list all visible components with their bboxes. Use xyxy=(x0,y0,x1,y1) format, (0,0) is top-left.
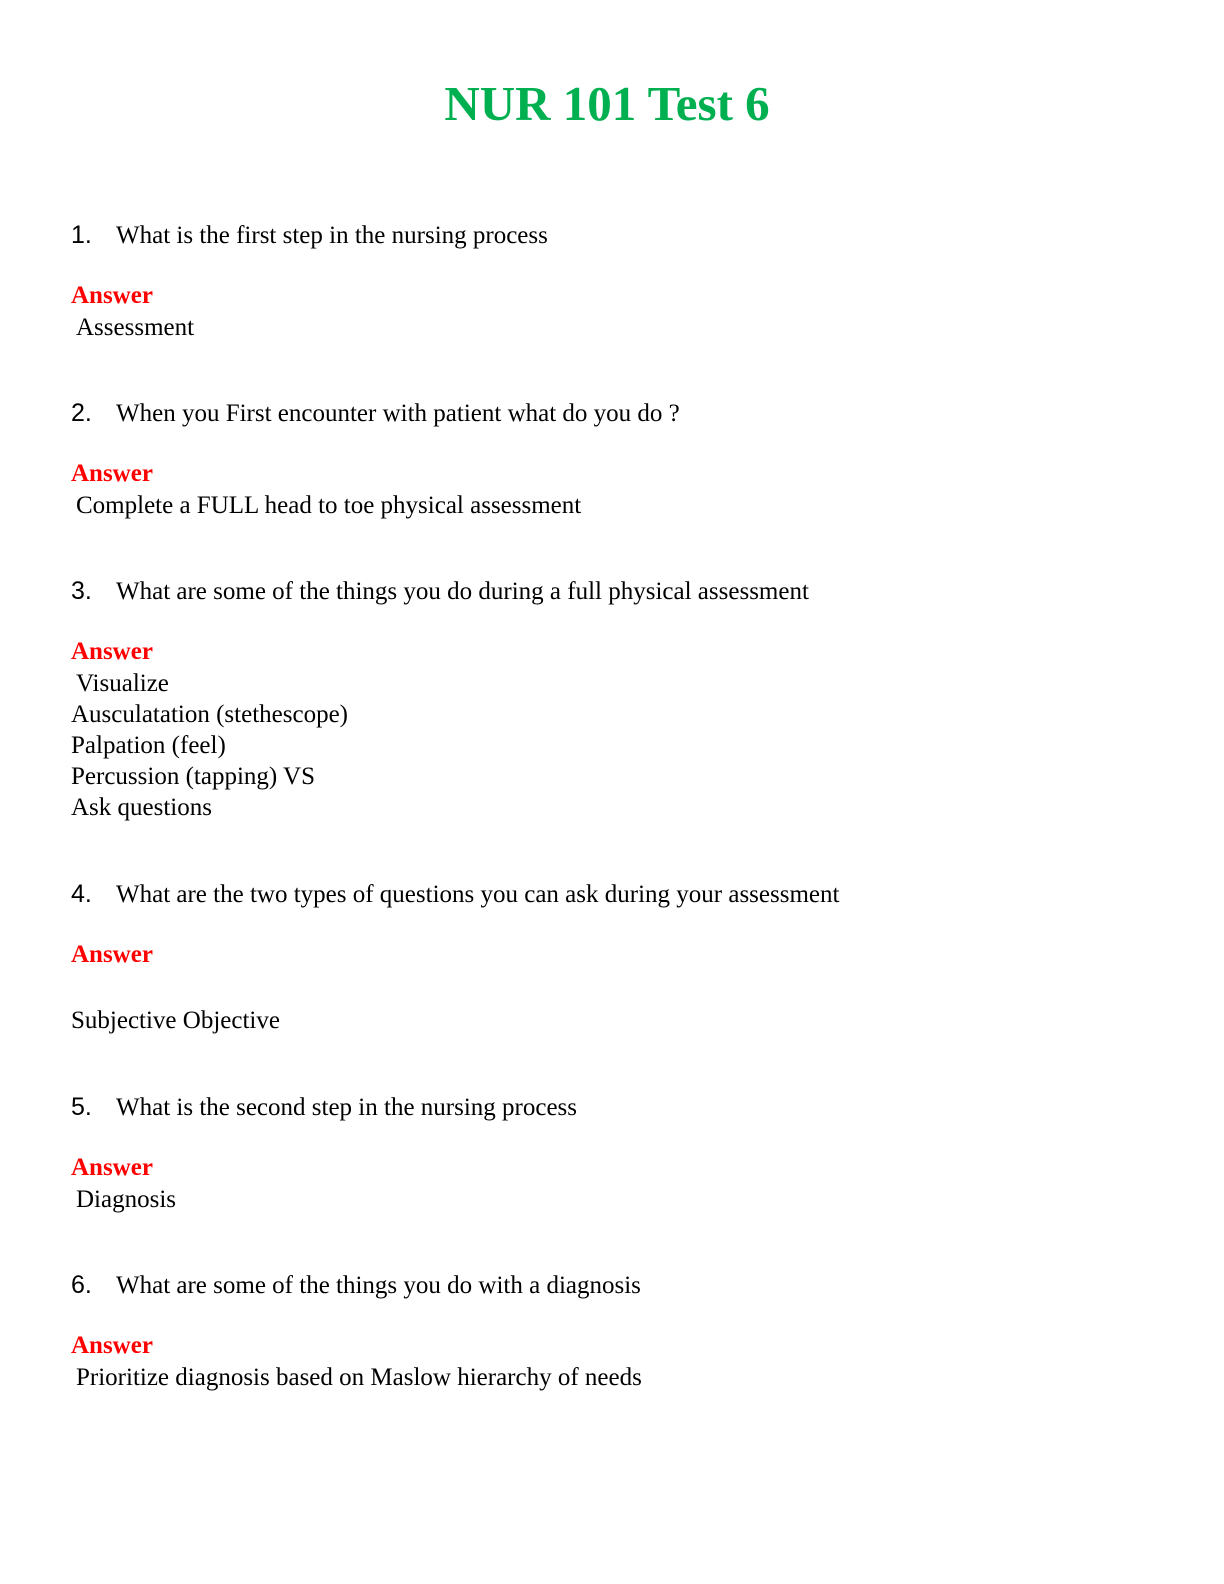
question-block-3 xyxy=(71,574,1171,823)
question-text: What are the two types of questions you can ask during your assessment xyxy=(116,881,840,908)
answer-text: Palpation (feel) xyxy=(71,732,226,759)
answer-text: Prioritize diagnosis based on Maslow hierarchy of needs xyxy=(76,1364,642,1391)
question-number: 1. xyxy=(71,221,92,249)
answer-text: Assessment xyxy=(76,314,195,341)
question-number: 3. xyxy=(71,577,92,605)
answer-text: Ausculatation (stethescope) xyxy=(71,701,348,728)
question-block-1 xyxy=(71,218,1171,343)
question-text: When you First encounter with patient what do you do ? xyxy=(116,400,680,427)
question-row xyxy=(71,396,1171,430)
answer-text: Ask questions xyxy=(71,794,212,821)
question-block-5 xyxy=(71,1090,1171,1215)
question-number: 4. xyxy=(71,880,92,908)
question-number: 5. xyxy=(71,1093,92,1121)
question-block-2 xyxy=(71,396,1171,521)
answer-label: Answer xyxy=(71,460,153,487)
question-row xyxy=(71,1090,1171,1124)
answer-text: Complete a FULL head to toe physical assessment xyxy=(76,492,582,519)
answer-label: Answer xyxy=(71,638,153,665)
question-text: What is the first step in the nursing process xyxy=(116,222,548,249)
answer-text: Visualize xyxy=(76,670,169,697)
question-number: 2. xyxy=(71,399,92,427)
question-block-6 xyxy=(71,1268,1171,1393)
answer-label: Answer xyxy=(71,1332,153,1359)
page-title: NUR 101 Test 6 xyxy=(444,76,770,131)
question-row xyxy=(71,218,1171,252)
answer-label: Answer xyxy=(71,1154,153,1181)
answer-text: Percussion (tapping) VS xyxy=(71,763,315,790)
question-row xyxy=(71,574,1171,608)
question-text: What are some of the things you do with a diagnosis xyxy=(116,1272,641,1299)
answer-text: Diagnosis xyxy=(76,1186,176,1213)
question-row xyxy=(71,877,1171,911)
answer-label: Answer xyxy=(71,282,153,309)
question-block-4 xyxy=(71,877,1171,1036)
question-row xyxy=(71,1268,1171,1302)
answer-label: Answer xyxy=(71,941,153,968)
question-text: What is the second step in the nursing process xyxy=(116,1094,578,1121)
question-text: What are some of the things you do during a full physical assessment xyxy=(116,578,809,605)
answer-text: Subjective Objective xyxy=(71,1007,280,1034)
question-number: 6. xyxy=(71,1271,92,1299)
